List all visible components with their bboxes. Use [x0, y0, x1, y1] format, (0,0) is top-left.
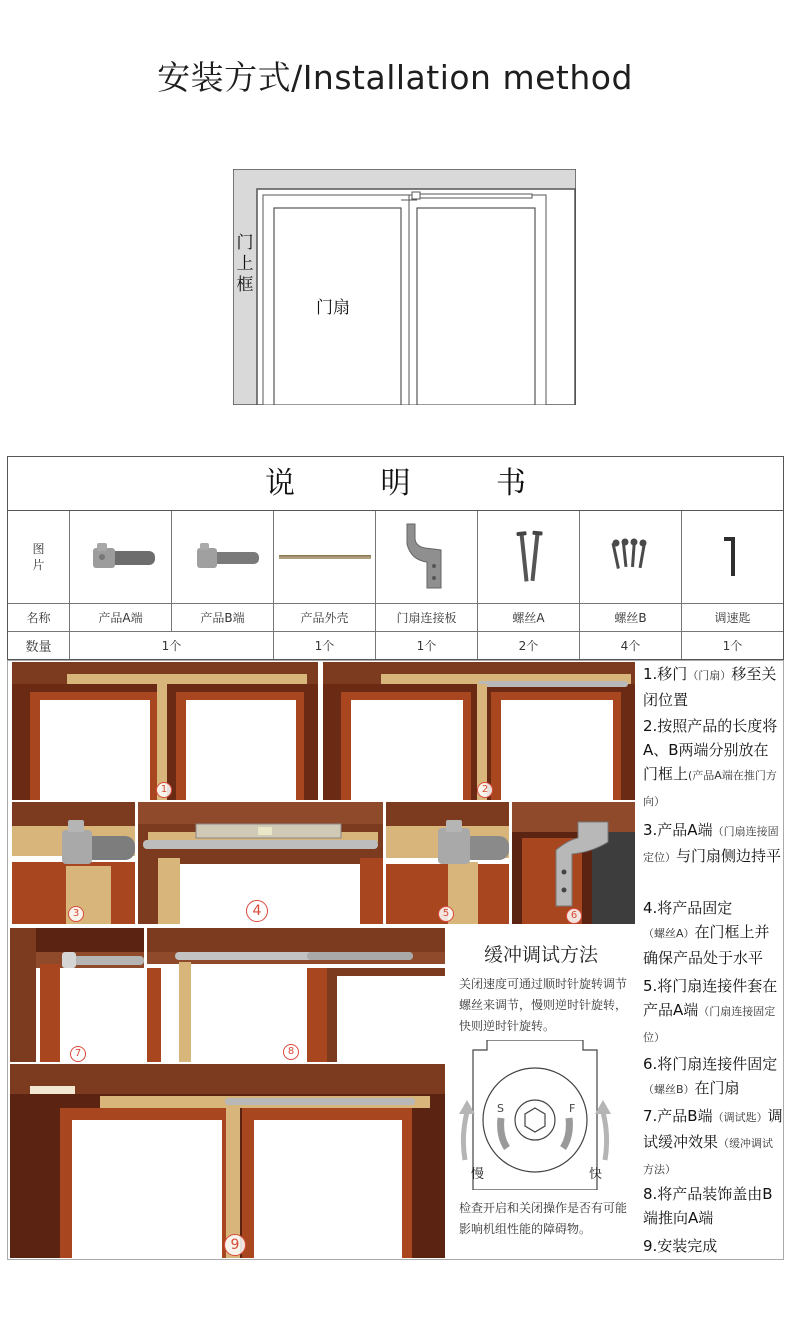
item-quantity-key: 1个 [722, 639, 743, 653]
item-name-a: 产品A端 [70, 604, 172, 632]
item-name-screw-b: 螺丝B [580, 604, 682, 632]
step-3 [643, 818, 783, 870]
photo-step-6 [512, 802, 635, 924]
step-6-note: （螺丝B） [643, 1083, 695, 1096]
completed-door-photo-9 [10, 1064, 445, 1258]
manual-table [7, 456, 784, 660]
step-7-note2: （缓冲调试方法） [643, 1137, 774, 1176]
photo-step-4 [138, 802, 383, 924]
item-image-screw-a [478, 511, 580, 604]
item-quantity-screw-a: 2个 [478, 632, 580, 659]
step-9 [643, 1234, 783, 1258]
row-label-name: 名称 [8, 604, 70, 632]
hex-key-icon [718, 532, 748, 582]
row-label-image [8, 511, 70, 604]
photo-step-1 [12, 662, 318, 800]
step-3-rest: 与门扇侧边持平 [676, 847, 782, 865]
item-quantity-screw-b: 4个 [580, 632, 682, 659]
photo-step-8 [147, 928, 445, 1062]
step-3-note: （门扇连接固定位） [643, 825, 779, 864]
step-7-rest: 调试缓冲效果 [643, 1107, 783, 1151]
row-label-quantity: 数量 [8, 632, 70, 659]
step-1-note: （门扇） [687, 669, 732, 682]
damper-end-b-icon [183, 537, 263, 577]
step-9-main: 9.安装完成 [643, 1237, 718, 1255]
step-3-main: 3.产品A端 [643, 821, 713, 839]
screw-a-icon [509, 527, 549, 587]
step-4 [643, 896, 783, 970]
step-badge-4: 4 [246, 900, 268, 922]
row-label-image-text: 图片 [32, 542, 45, 572]
step-2-note: (产品A端在推门方向） [643, 769, 777, 808]
cover-slide-photo-8 [147, 928, 445, 1062]
step-7-note: （调试匙） [712, 1111, 768, 1124]
step-4-note: （螺丝A） [643, 927, 695, 940]
step-6-rest: 在门扇 [694, 1079, 740, 1097]
step-6 [643, 1052, 783, 1102]
step-5-note: （门扇连接固定位） [643, 1005, 776, 1044]
step-badge-1: 1 [156, 782, 172, 798]
buffer-adjustment-panel [447, 926, 635, 1258]
step-badge-9: 9 [224, 1234, 246, 1256]
buffer-title: 缓冲调试方法 [483, 944, 598, 966]
door-diagram-drawing [233, 169, 576, 405]
photo-step-2 [323, 662, 635, 800]
step-5-main: 5.将门扇连接件套在产品A端 [643, 977, 778, 1019]
step-8-main: 8.将产品装饰盖由B端推向A端 [643, 1185, 773, 1227]
buffer-description: 关闭速度可通过顺时针旋转调节螺丝来调节，慢则逆时针旋转，快则逆时针旋转。 [459, 977, 628, 1033]
item-name-key: 调速匙 [682, 604, 783, 632]
step-badge-3: 3 [68, 906, 84, 922]
connector-screw-photo-6 [512, 802, 635, 924]
slow-label: 慢 [471, 1167, 485, 1182]
key-adjust-photo-7 [10, 928, 144, 1062]
step-2 [643, 714, 783, 814]
manual-heading: 说 明 书 [8, 457, 783, 511]
screws-b-icon [606, 537, 656, 577]
damper-end-a-icon [81, 537, 161, 577]
item-image-cover [274, 511, 376, 604]
step-badge-7: 7 [70, 1046, 86, 1062]
step-6-main: 6.将门扇连接件固定 [643, 1055, 778, 1073]
frame-label: 门上框 [236, 233, 254, 295]
connector-plate-icon [397, 522, 457, 592]
installation-steps [643, 662, 783, 1258]
step-5 [643, 974, 783, 1050]
step-1 [643, 662, 783, 712]
door-frame-photo-2 [323, 662, 635, 800]
fast-label: 快 [589, 1167, 603, 1182]
step-badge-6: 6 [566, 908, 582, 924]
item-quantity-plate: 1个 [376, 632, 478, 659]
item-name-plate: 门扇连接板 [376, 604, 478, 632]
photo-step-7 [10, 928, 144, 1062]
item-name-screw-a: 螺丝A [478, 604, 580, 632]
step-4-rest: 在门框上并确保产品处于水平 [643, 923, 770, 967]
item-image-screws-b [580, 511, 682, 604]
photo-step-3 [12, 802, 135, 924]
step-8 [643, 1182, 783, 1230]
page-title: 安装方式/Installation method [157, 58, 633, 97]
step-7-main: 7.产品B端 [643, 1107, 713, 1125]
buffer-warning: 检查开启和关闭操作是否有可能影响机组性能的障碍物。 [459, 1201, 628, 1236]
photo-step-5 [386, 802, 509, 924]
dial-f-label: F [569, 1102, 576, 1115]
step-7 [643, 1104, 783, 1182]
step-1-rest: 移至关闭位置 [643, 665, 777, 709]
item-image-key [682, 511, 783, 604]
item-image-b [172, 511, 274, 604]
item-image-a [70, 511, 172, 604]
step-badge-5: 5 [438, 906, 454, 922]
door-leaf-label: 门扇 [316, 298, 350, 318]
step-badge-8: 8 [283, 1044, 299, 1060]
step-2-main: 2.按照产品的长度将A、B两端分别放在门框上 [643, 717, 778, 783]
item-name-cover: 产品外壳 [274, 604, 376, 632]
item-name-b: 产品B端 [172, 604, 274, 632]
door-diagram [233, 169, 576, 405]
photo-step-9 [10, 1064, 445, 1258]
step-4-main: 4.将产品固定 [643, 899, 733, 917]
door-frame-photo-1 [12, 662, 318, 800]
step-1-main: 1.移门 [643, 665, 688, 683]
cover-rail-icon [277, 547, 373, 567]
item-quantity-cover: 1个 [274, 632, 376, 659]
item-image-plate [376, 511, 478, 604]
dial-s-label: S [497, 1102, 504, 1115]
item-quantity-ab: 1个 [70, 632, 274, 659]
step-badge-2: 2 [477, 782, 493, 798]
